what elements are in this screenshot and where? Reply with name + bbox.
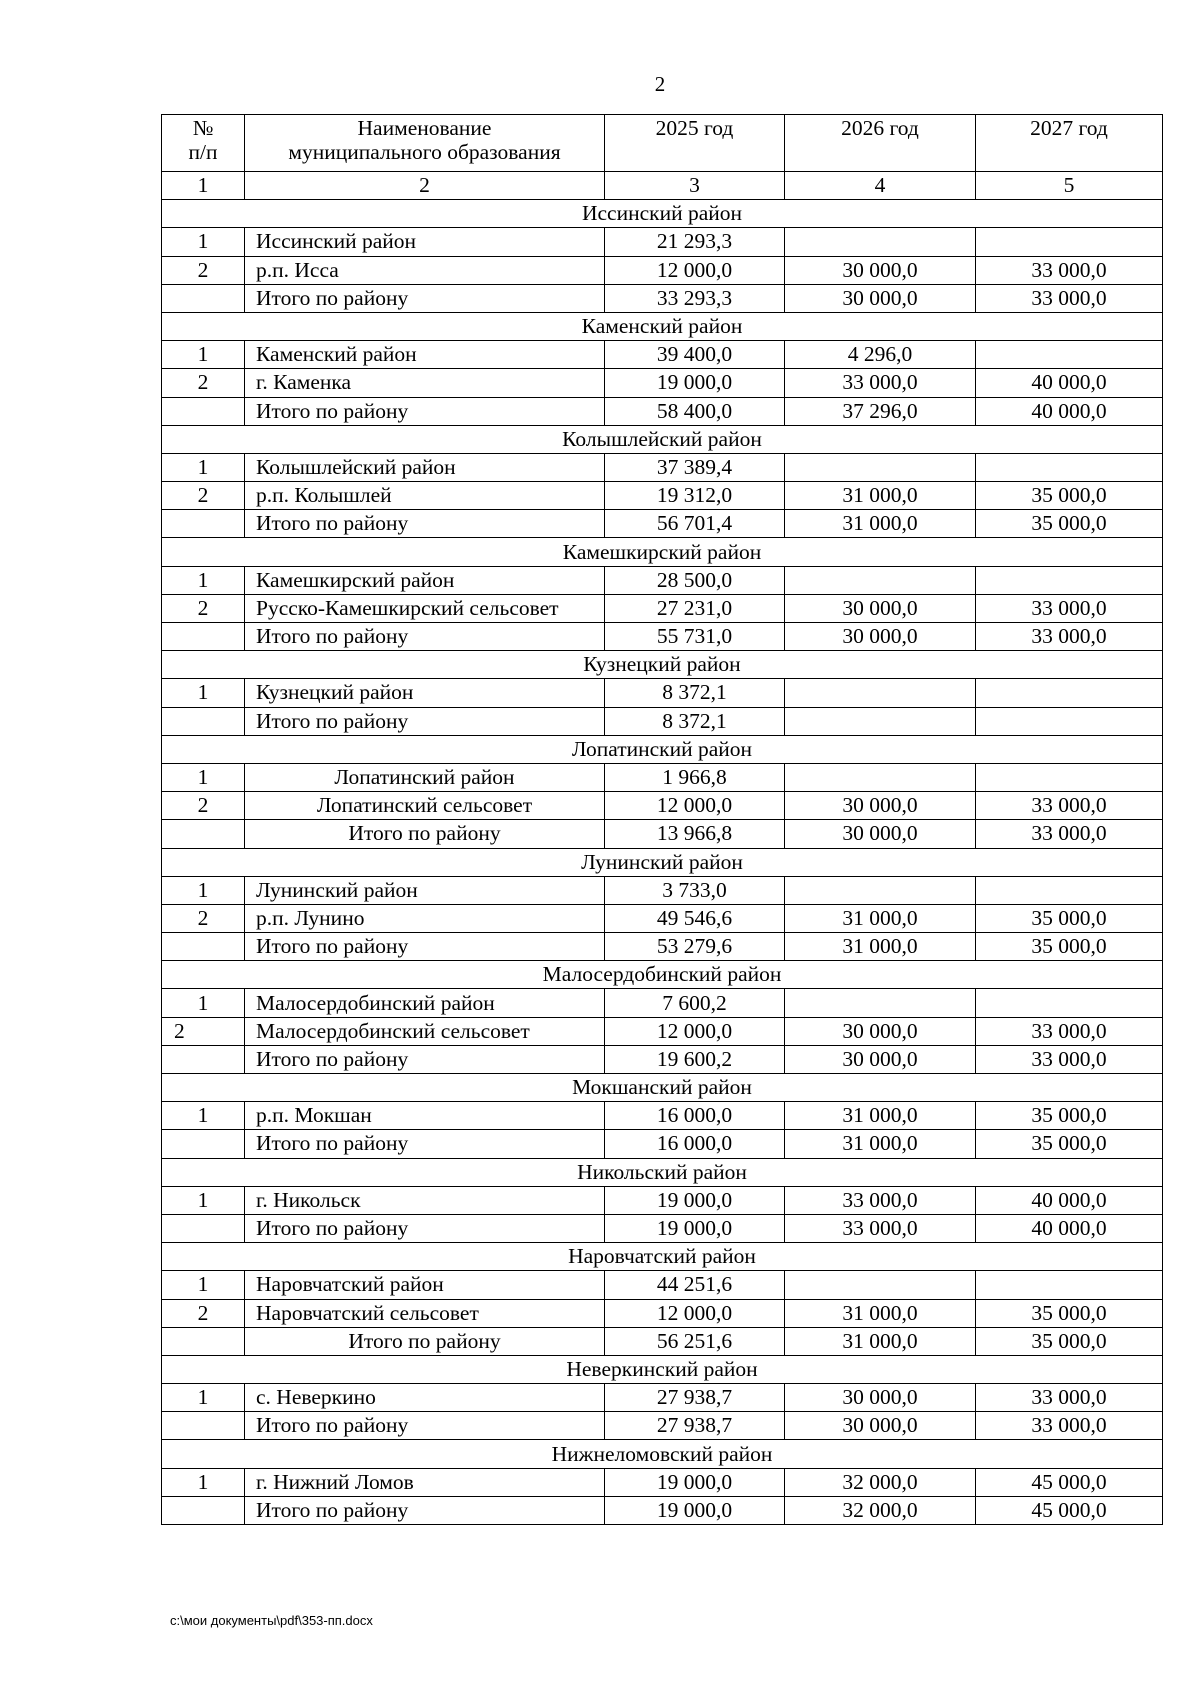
municipality-name: Итого по району xyxy=(245,1496,605,1524)
row-number: 1 xyxy=(162,679,245,707)
value-2025: 12 000,0 xyxy=(605,792,785,820)
table-row xyxy=(162,904,1163,932)
table-row xyxy=(162,989,1163,1017)
value-2025: 19 000,0 xyxy=(605,1214,785,1242)
value-2026 xyxy=(785,453,976,481)
municipality-name: р.п. Мокшан xyxy=(245,1102,605,1130)
header-num xyxy=(162,115,245,172)
municipality-name: Каменский район xyxy=(245,341,605,369)
value-2027: 33 000,0 xyxy=(976,284,1163,312)
section-row xyxy=(162,1158,1163,1186)
value-2027: 35 000,0 xyxy=(976,1102,1163,1130)
header-2026: 2026 год xyxy=(785,115,976,172)
value-2025: 56 701,4 xyxy=(605,510,785,538)
value-2026: 30 000,0 xyxy=(785,1017,976,1045)
row-number: 2 xyxy=(162,904,245,932)
municipality-name: Кузнецкий район xyxy=(245,679,605,707)
table-header-row xyxy=(162,115,1163,172)
section-title: Наровчатский район xyxy=(162,1243,1163,1271)
row-number: 2 xyxy=(162,256,245,284)
table-row xyxy=(162,763,1163,791)
municipality-name: Итого по району xyxy=(245,623,605,651)
value-2025: 12 000,0 xyxy=(605,1299,785,1327)
municipality-name: Камешкирский район xyxy=(245,566,605,594)
header-2025: 2025 год xyxy=(605,115,785,172)
table-row-total xyxy=(162,820,1163,848)
column-number: 4 xyxy=(785,172,976,200)
row-number: 1 xyxy=(162,1271,245,1299)
value-2027: 35 000,0 xyxy=(976,1327,1163,1355)
value-2027 xyxy=(976,341,1163,369)
municipality-name: р.п. Лунино xyxy=(245,904,605,932)
value-2026: 31 000,0 xyxy=(785,904,976,932)
value-2025: 19 000,0 xyxy=(605,1186,785,1214)
value-2025: 19 000,0 xyxy=(605,1468,785,1496)
column-number: 5 xyxy=(976,172,1163,200)
section-row xyxy=(162,1355,1163,1383)
table-row xyxy=(162,1299,1163,1327)
value-2025: 19 600,2 xyxy=(605,1045,785,1073)
value-2026: 30 000,0 xyxy=(785,594,976,622)
value-2027: 33 000,0 xyxy=(976,623,1163,651)
table-row-total xyxy=(162,1327,1163,1355)
value-2026: 32 000,0 xyxy=(785,1496,976,1524)
value-2026: 30 000,0 xyxy=(785,792,976,820)
table-row-total xyxy=(162,933,1163,961)
header-name xyxy=(245,115,605,172)
section-title: Никольский район xyxy=(162,1158,1163,1186)
section-row xyxy=(162,848,1163,876)
value-2026 xyxy=(785,707,976,735)
section-title: Каменский район xyxy=(162,312,1163,340)
value-2025: 27 938,7 xyxy=(605,1412,785,1440)
municipality-name: Итого по району xyxy=(245,1214,605,1242)
row-number: 1 xyxy=(162,453,245,481)
value-2025: 19 000,0 xyxy=(605,369,785,397)
value-2026: 31 000,0 xyxy=(785,1130,976,1158)
row-number: 2 xyxy=(162,1017,245,1045)
table-row xyxy=(162,679,1163,707)
row-number xyxy=(162,1496,245,1524)
row-number xyxy=(162,1412,245,1440)
table-row-total xyxy=(162,707,1163,735)
table-body xyxy=(162,115,1163,1525)
value-2027 xyxy=(976,763,1163,791)
value-2025: 1 966,8 xyxy=(605,763,785,791)
municipality-name: г. Никольск xyxy=(245,1186,605,1214)
value-2026 xyxy=(785,1271,976,1299)
value-2027: 40 000,0 xyxy=(976,1186,1163,1214)
value-2026 xyxy=(785,228,976,256)
value-2025: 39 400,0 xyxy=(605,341,785,369)
section-title: Кузнецкий район xyxy=(162,651,1163,679)
value-2027: 45 000,0 xyxy=(976,1468,1163,1496)
value-2026: 30 000,0 xyxy=(785,1412,976,1440)
value-2026: 30 000,0 xyxy=(785,284,976,312)
table-row xyxy=(162,369,1163,397)
row-number: 1 xyxy=(162,1468,245,1496)
value-2026: 31 000,0 xyxy=(785,1299,976,1327)
row-number xyxy=(162,510,245,538)
value-2027: 33 000,0 xyxy=(976,1045,1163,1073)
row-number: 1 xyxy=(162,763,245,791)
value-2025: 16 000,0 xyxy=(605,1130,785,1158)
value-2027: 33 000,0 xyxy=(976,820,1163,848)
row-number xyxy=(162,397,245,425)
value-2025: 21 293,3 xyxy=(605,228,785,256)
value-2025: 8 372,1 xyxy=(605,707,785,735)
column-number: 3 xyxy=(605,172,785,200)
row-number: 1 xyxy=(162,989,245,1017)
value-2027: 45 000,0 xyxy=(976,1496,1163,1524)
row-number: 1 xyxy=(162,1384,245,1412)
row-number xyxy=(162,1327,245,1355)
table-row xyxy=(162,453,1163,481)
table-row-total xyxy=(162,1045,1163,1073)
row-number xyxy=(162,820,245,848)
row-number xyxy=(162,707,245,735)
value-2026: 30 000,0 xyxy=(785,256,976,284)
row-number: 1 xyxy=(162,1186,245,1214)
municipality-name: Итого по району xyxy=(245,397,605,425)
municipality-name: Итого по району xyxy=(245,284,605,312)
municipality-name: Лопатинский сельсовет xyxy=(245,792,605,820)
value-2026: 37 296,0 xyxy=(785,397,976,425)
value-2025: 19 312,0 xyxy=(605,482,785,510)
row-number xyxy=(162,623,245,651)
table-row-total xyxy=(162,284,1163,312)
municipality-name: Итого по району xyxy=(245,510,605,538)
value-2027: 40 000,0 xyxy=(976,369,1163,397)
row-number xyxy=(162,1130,245,1158)
value-2025: 7 600,2 xyxy=(605,989,785,1017)
value-2025: 8 372,1 xyxy=(605,679,785,707)
table-row xyxy=(162,228,1163,256)
section-row xyxy=(162,425,1163,453)
value-2025: 19 000,0 xyxy=(605,1496,785,1524)
value-2025: 55 731,0 xyxy=(605,623,785,651)
row-number xyxy=(162,284,245,312)
municipality-name: г. Каменка xyxy=(245,369,605,397)
value-2025: 12 000,0 xyxy=(605,256,785,284)
section-row xyxy=(162,200,1163,228)
table-row-total xyxy=(162,1214,1163,1242)
section-title: Мокшанский район xyxy=(162,1074,1163,1102)
header-name-text: Наименование муниципального образования xyxy=(288,116,561,164)
value-2025: 27 938,7 xyxy=(605,1384,785,1412)
section-row xyxy=(162,312,1163,340)
header-num-text: № п/п xyxy=(188,116,218,164)
municipality-name: Наровчатский сельсовет xyxy=(245,1299,605,1327)
table-row xyxy=(162,256,1163,284)
table-row xyxy=(162,1468,1163,1496)
municipality-name: Итого по району xyxy=(245,1412,605,1440)
section-title: Колышлейский район xyxy=(162,425,1163,453)
value-2025: 49 546,6 xyxy=(605,904,785,932)
municipality-name: Итого по району xyxy=(245,707,605,735)
municipality-name: р.п. Исса xyxy=(245,256,605,284)
section-title: Лунинский район xyxy=(162,848,1163,876)
section-row xyxy=(162,538,1163,566)
value-2025: 3 733,0 xyxy=(605,876,785,904)
table-row xyxy=(162,341,1163,369)
value-2026: 33 000,0 xyxy=(785,1186,976,1214)
section-title: Лопатинский район xyxy=(162,735,1163,763)
value-2026: 32 000,0 xyxy=(785,1468,976,1496)
section-row xyxy=(162,651,1163,679)
municipality-name: г. Нижний Ломов xyxy=(245,1468,605,1496)
value-2026: 31 000,0 xyxy=(785,510,976,538)
municipality-name: с. Неверкино xyxy=(245,1384,605,1412)
table-row-total xyxy=(162,1412,1163,1440)
value-2025: 27 231,0 xyxy=(605,594,785,622)
section-title: Иссинский район xyxy=(162,200,1163,228)
row-number: 2 xyxy=(162,369,245,397)
table-row-total xyxy=(162,397,1163,425)
municipality-name: Малосердобинский район xyxy=(245,989,605,1017)
value-2027: 35 000,0 xyxy=(976,1130,1163,1158)
value-2025: 28 500,0 xyxy=(605,566,785,594)
municipality-name: Лопатинский район xyxy=(245,763,605,791)
value-2026: 4 296,0 xyxy=(785,341,976,369)
value-2027 xyxy=(976,989,1163,1017)
value-2027: 33 000,0 xyxy=(976,1412,1163,1440)
value-2027 xyxy=(976,1271,1163,1299)
table-row-total xyxy=(162,623,1163,651)
column-number: 2 xyxy=(245,172,605,200)
value-2025: 37 389,4 xyxy=(605,453,785,481)
value-2025: 53 279,6 xyxy=(605,933,785,961)
municipality-name: Наровчатский район xyxy=(245,1271,605,1299)
value-2026 xyxy=(785,989,976,1017)
column-number: 1 xyxy=(162,172,245,200)
value-2027 xyxy=(976,566,1163,594)
value-2027: 33 000,0 xyxy=(976,1384,1163,1412)
value-2027 xyxy=(976,228,1163,256)
row-number: 1 xyxy=(162,341,245,369)
row-number: 2 xyxy=(162,594,245,622)
row-number: 1 xyxy=(162,1102,245,1130)
table-row xyxy=(162,792,1163,820)
section-title: Неверкинский район xyxy=(162,1355,1163,1383)
value-2026 xyxy=(785,679,976,707)
page-number: 2 xyxy=(654,72,666,96)
value-2027: 33 000,0 xyxy=(976,256,1163,284)
table-row xyxy=(162,876,1163,904)
value-2027 xyxy=(976,679,1163,707)
table-row-total xyxy=(162,510,1163,538)
value-2026: 30 000,0 xyxy=(785,1384,976,1412)
value-2027: 35 000,0 xyxy=(976,510,1163,538)
municipality-name: Итого по району xyxy=(245,1130,605,1158)
value-2025: 33 293,3 xyxy=(605,284,785,312)
column-numbers-row xyxy=(162,172,1163,200)
value-2026: 30 000,0 xyxy=(785,623,976,651)
value-2026: 33 000,0 xyxy=(785,1214,976,1242)
value-2027 xyxy=(976,707,1163,735)
footer-file-path: c:\мои документы\pdf\353-пп.docx xyxy=(170,1613,373,1628)
section-row xyxy=(162,961,1163,989)
municipality-name: Иссинский район xyxy=(245,228,605,256)
row-number: 2 xyxy=(162,482,245,510)
value-2026: 31 000,0 xyxy=(785,1102,976,1130)
value-2026: 31 000,0 xyxy=(785,1327,976,1355)
municipality-name: Колышлейский район xyxy=(245,453,605,481)
value-2025: 13 966,8 xyxy=(605,820,785,848)
value-2026: 31 000,0 xyxy=(785,482,976,510)
municipality-name: Итого по району xyxy=(245,1045,605,1073)
value-2027: 35 000,0 xyxy=(976,1299,1163,1327)
row-number xyxy=(162,1214,245,1242)
municipality-name: Итого по району xyxy=(245,820,605,848)
value-2026: 33 000,0 xyxy=(785,369,976,397)
value-2027 xyxy=(976,876,1163,904)
row-number: 2 xyxy=(162,792,245,820)
value-2026 xyxy=(785,876,976,904)
municipality-name: Лунинский район xyxy=(245,876,605,904)
value-2026 xyxy=(785,566,976,594)
municipality-name: Русско-Камешкирский сельсовет xyxy=(245,594,605,622)
table-row xyxy=(162,1384,1163,1412)
row-number xyxy=(162,1045,245,1073)
municipality-name: Малосердобинский сельсовет xyxy=(245,1017,605,1045)
value-2026 xyxy=(785,763,976,791)
table-row-total xyxy=(162,1496,1163,1524)
section-row xyxy=(162,735,1163,763)
value-2027: 33 000,0 xyxy=(976,1017,1163,1045)
section-row xyxy=(162,1243,1163,1271)
row-number: 1 xyxy=(162,566,245,594)
section-title: Нижнеломовский район xyxy=(162,1440,1163,1468)
section-title: Камешкирский район xyxy=(162,538,1163,566)
table-row xyxy=(162,566,1163,594)
value-2027: 35 000,0 xyxy=(976,482,1163,510)
value-2027: 35 000,0 xyxy=(976,933,1163,961)
value-2026: 30 000,0 xyxy=(785,1045,976,1073)
value-2026: 31 000,0 xyxy=(785,933,976,961)
value-2025: 56 251,6 xyxy=(605,1327,785,1355)
table-row xyxy=(162,1186,1163,1214)
table-row xyxy=(162,1017,1163,1045)
value-2027: 33 000,0 xyxy=(976,594,1163,622)
value-2027: 40 000,0 xyxy=(976,397,1163,425)
table-row-total xyxy=(162,1130,1163,1158)
table-row xyxy=(162,594,1163,622)
section-row xyxy=(162,1440,1163,1468)
value-2025: 44 251,6 xyxy=(605,1271,785,1299)
municipality-name: Итого по району xyxy=(245,1327,605,1355)
municipality-name: Итого по району xyxy=(245,933,605,961)
budget-table xyxy=(161,114,1163,1525)
municipality-name: р.п. Колышлей xyxy=(245,482,605,510)
row-number: 1 xyxy=(162,876,245,904)
value-2025: 16 000,0 xyxy=(605,1102,785,1130)
table-row xyxy=(162,1271,1163,1299)
value-2027 xyxy=(976,453,1163,481)
table-row xyxy=(162,1102,1163,1130)
value-2025: 12 000,0 xyxy=(605,1017,785,1045)
value-2025: 58 400,0 xyxy=(605,397,785,425)
section-title: Малосердобинский район xyxy=(162,961,1163,989)
value-2027: 35 000,0 xyxy=(976,904,1163,932)
value-2027: 40 000,0 xyxy=(976,1214,1163,1242)
row-number: 2 xyxy=(162,1299,245,1327)
row-number: 1 xyxy=(162,228,245,256)
header-2027: 2027 год xyxy=(976,115,1163,172)
section-row xyxy=(162,1074,1163,1102)
table-row xyxy=(162,482,1163,510)
value-2027: 33 000,0 xyxy=(976,792,1163,820)
value-2026: 30 000,0 xyxy=(785,820,976,848)
row-number xyxy=(162,933,245,961)
